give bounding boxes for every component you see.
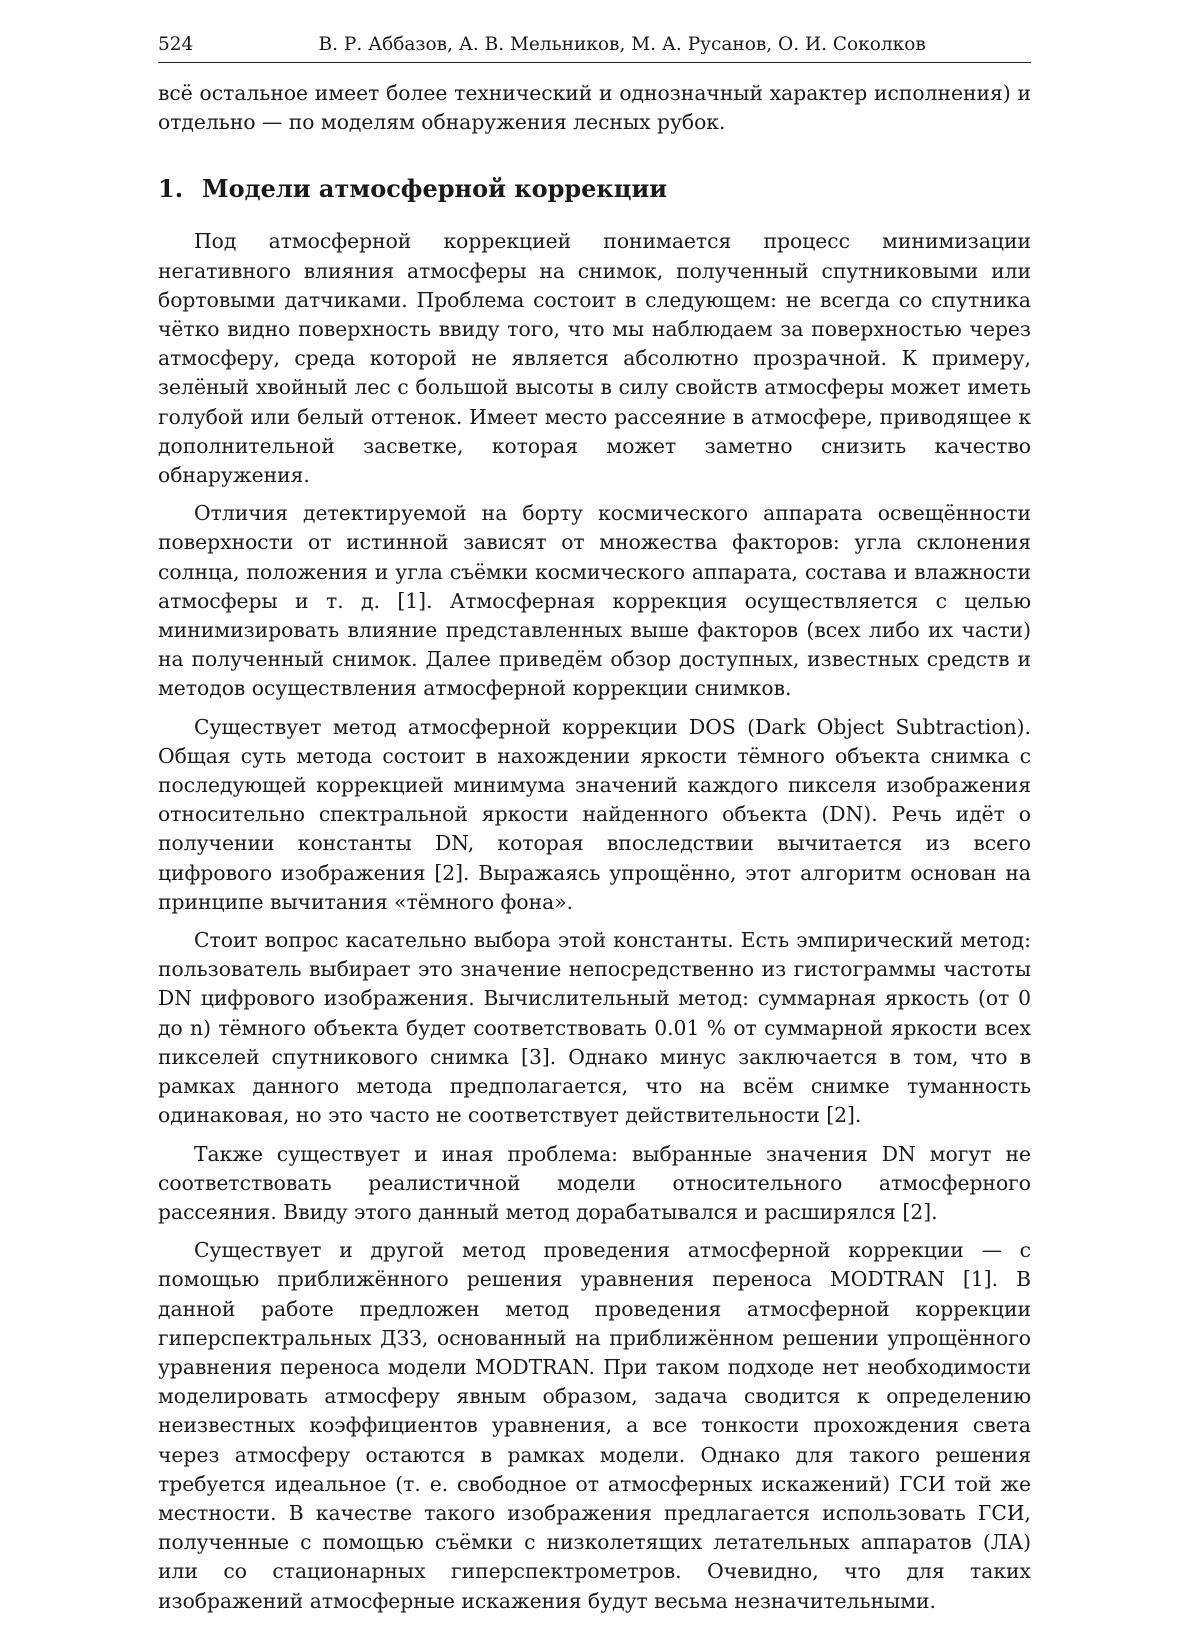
- paragraph-illumination-factors: Отличия детектируемой на борту космического аппарата освещённости поверхности от истинной зависят от множества факторов: угла склонения солнца, положения и угла съёмки космического аппарата, состава и влажности атмосферы и т. д. [1]. Атмосферная коррекция осуществляется с целью минимизировать влияние представленных выше факторов (всех либо их части) на полученный снимок. Далее приведём обзор доступных, известных средств и методов осуществления атмосферной коррекции снимков.: [158, 501, 1031, 701]
- paragraph-atmospheric-correction-definition: Под атмосферной коррекцией понимается процесс минимизации негативного влияния атмосферы на снимок, полученный спутниковыми или бортовыми датчиками. Проблема состоит в следующем: не всегда со спутника чётко видно поверхность ввиду того, что мы наблюдаем за поверхностью через атмосферу, среда которой не является абсолютно прозрачной. К примеру, зелёный хвойный лес с большой высоты в силу свойств атмосферы может иметь голубой или белый оттенок. Имеет место рассеяние в атмосфере, приводящее к дополнительной засветке, которая может заметно снизить качество обнаружения.: [158, 229, 1031, 488]
- paragraph-constant-selection: Стоит вопрос касательно выбора этой константы. Есть эмпирический метод: пользователь выбирает это значение непосредственно из гистограммы частоты DN цифрового изображения. Вычислительный метод: суммарная яркость (от 0 до n) тёмного объекта будет соответствовать 0.01 % от суммарной яркости всех пикселей спутникового снимка [3]. Однако минус заключается в том, что в рамках данного метода предполагается, что на всём снимке туманность одинаковая, но это часто не соответствует действительности [2].: [158, 928, 1031, 1128]
- section-number: 1.: [158, 174, 184, 204]
- continued-paragraph: всё остальное имеет более технический и однозначный характер исполнения) и отдельно — по моделям обнаружения лесных рубок.: [158, 81, 1031, 135]
- paragraph-modtran-method: Существует и другой метод проведения атмосферной коррекции — с помощью приближённого решения уравнения переноса MODTRAN [1]. В данной работе предложен метод проведения атмосферной коррекции гиперспектральных ДЗЗ, основанный на приближённом решении упрощённого уравнения переноса модели MODTRAN. При таком подходе нет необходимости моделировать атмосферу явным образом, задача сводится к определению неизвестных коэффициентов уравнения, а все тонкости прохождения света через атмосферу остаются в рамках модели. Однако для такого решения требуется идеальное (т. е. свободное от атмосферных искажений) ГСИ той же местности. В качестве такого изображения предлагается использовать ГСИ, полученные с помощью съёмки с низколетящих летательных аппаратов (ЛА) или со стационарных гиперспектрометров. Очевидно, что для таких изображений атмосферные искажения будут весьма незначительными.: [158, 1238, 1031, 1613]
- page-number: 524: [158, 34, 194, 55]
- paragraph-dn-problem: Также существует и иная проблема: выбранные значения DN могут не соответствовать реалистичной модели относительного атмосферного рассеяния. Ввиду этого данный метод дорабатывался и расширялся [2].: [158, 1141, 1031, 1224]
- paragraph-dos-method: Существует метод атмосферной коррекции DOS (Dark Object Subtraction). Общая суть метода состоит в нахождении яркости тёмного объекта снимка с последующей коррекцией минимума значений каждого пикселя изображения относительно спектральной яркости найденного объекта (DN). Речь идёт о получении константы DN, которая впоследствии вычитается из всего цифрового изображения [2]. Выражаясь упрощённо, этот алгоритм основан на принципе вычитания «тёмного фона».: [158, 714, 1031, 914]
- section-title: Модели атмосферной коррекции: [202, 174, 668, 204]
- article-body: [158, 79, 1031, 1616]
- section-heading: [158, 173, 1031, 205]
- page: [158, 30, 1031, 1625]
- running-head: [158, 30, 1031, 63]
- running-head-authors: В. Р. Аббазов, А. В. Мельников, М. А. Русанов, О. И. Соколков: [318, 34, 926, 55]
